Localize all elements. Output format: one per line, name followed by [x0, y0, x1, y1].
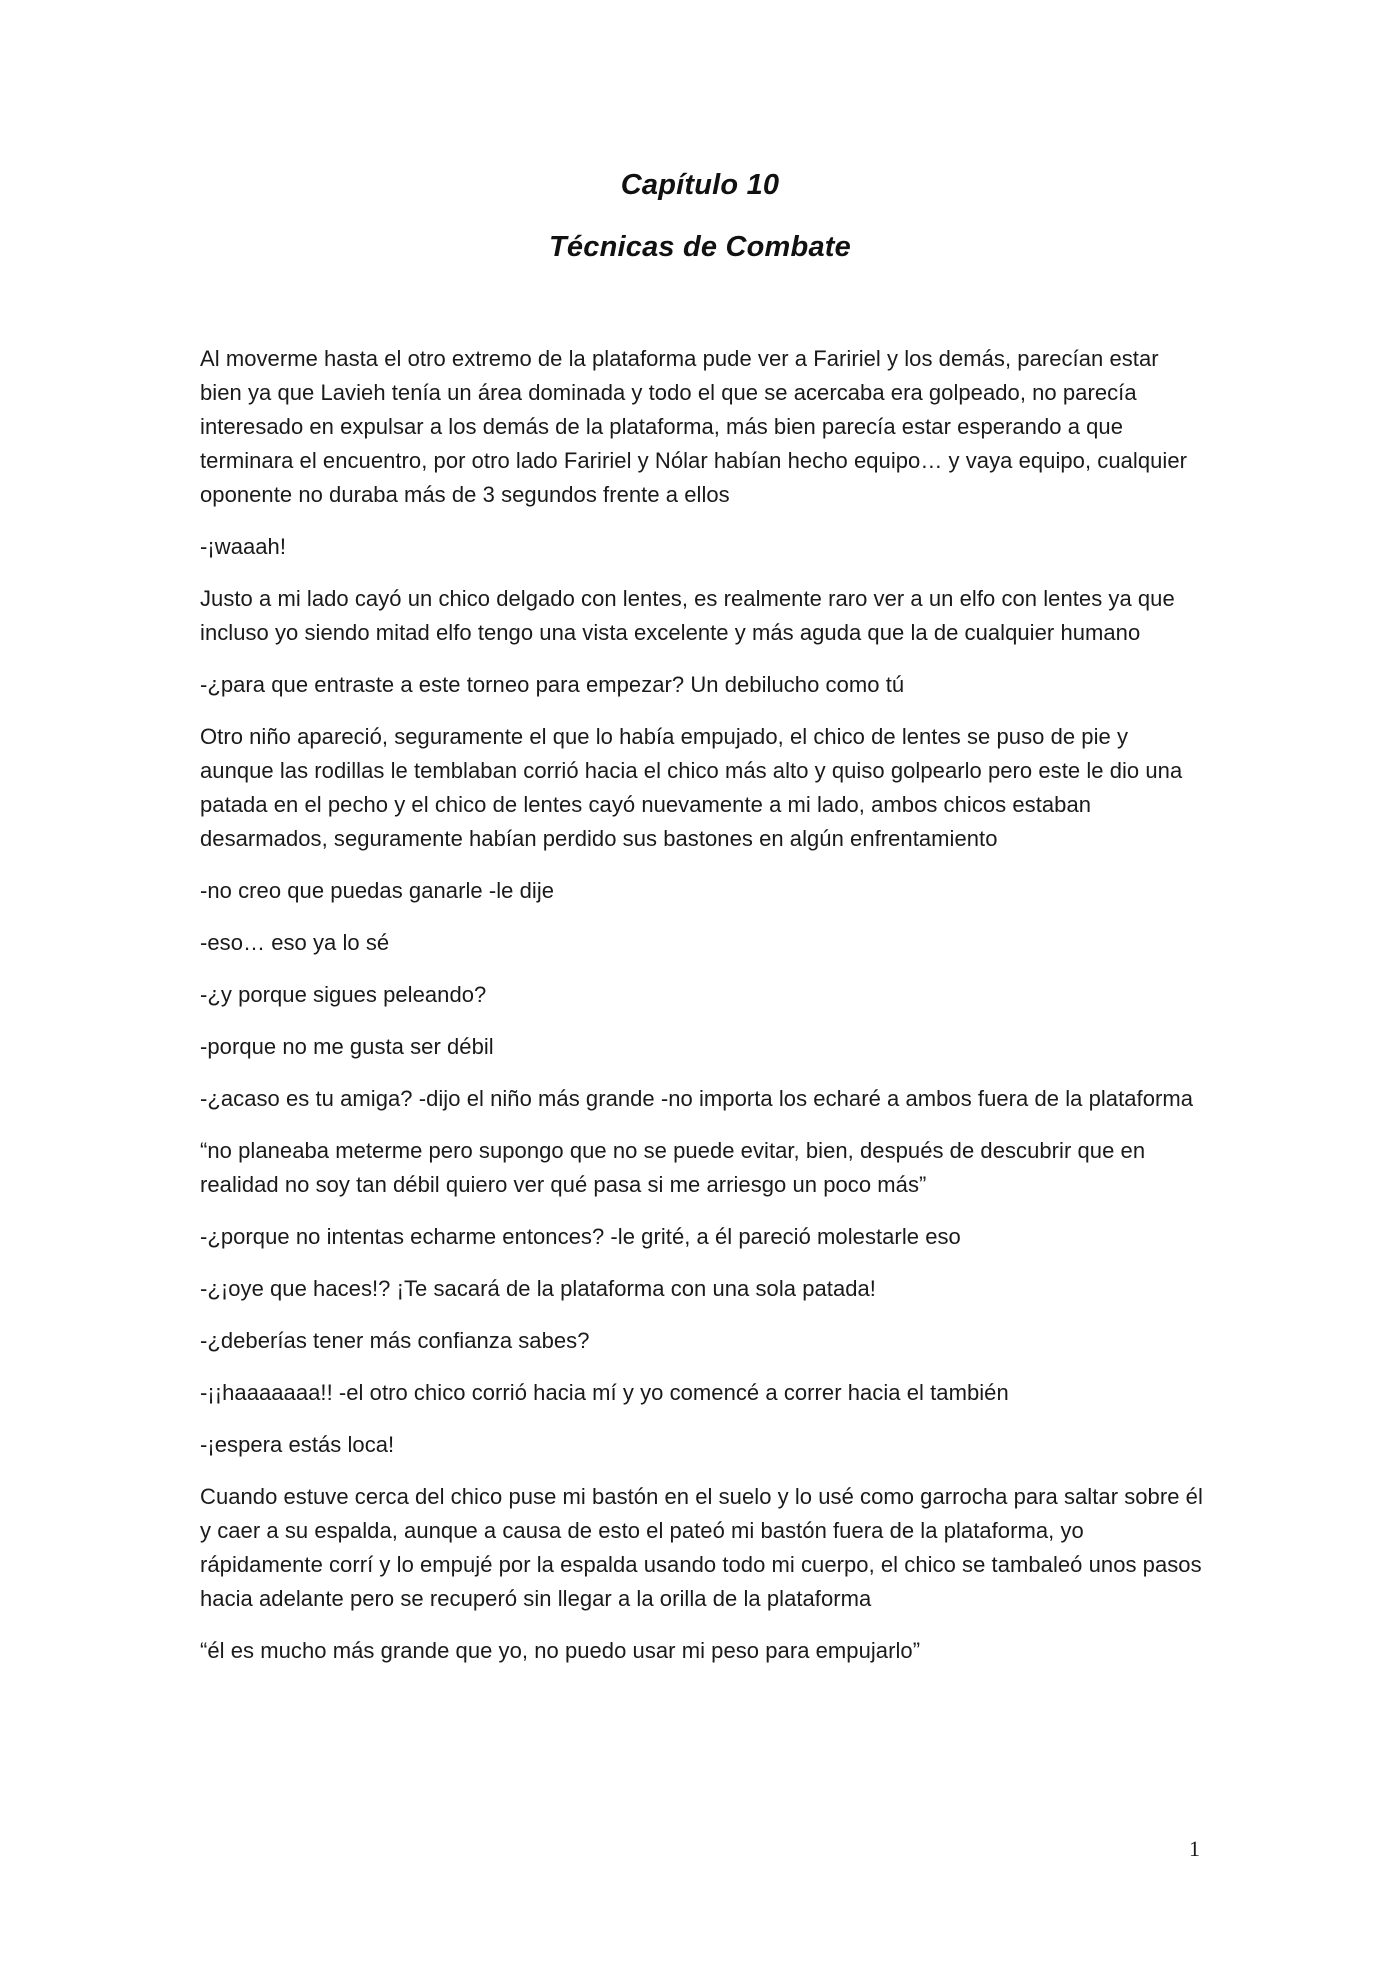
chapter-heading [0, 165, 1400, 267]
paragraph: “él es mucho más grande que yo, no puedo usar mi peso para empujarlo” [200, 1638, 921, 1663]
paragraph: -¿deberías tener más confianza sabes? [200, 1328, 590, 1353]
paragraph: -¡espera estás loca! [200, 1432, 395, 1457]
page-number: 1 [1189, 1836, 1200, 1861]
chapter-subtitle: Técnicas de Combate [549, 231, 851, 263]
paragraph: -¿y porque sigues peleando? [200, 982, 487, 1007]
paragraph: -porque no me gusta ser débil [200, 1034, 494, 1059]
paragraph: -eso… eso ya lo sé [200, 930, 390, 955]
paragraph: -¡waaah! [200, 534, 286, 559]
body-text [200, 342, 1205, 1686]
paragraph: Justo a mi lado cayó un chico delgado con lentes, es realmente raro ver a un elfo con lentes ya que incluso yo siendo mitad elfo tengo una vista excelente y más aguda que la de cualquier humano [200, 586, 1175, 645]
paragraph: -¿acaso es tu amiga? -dijo el niño más grande -no importa los echaré a ambos fuera de la plataforma [200, 1086, 1194, 1111]
paragraph: -¿porque no intentas echarme entonces? -le grité, a él pareció molestarle eso [200, 1224, 961, 1249]
paragraph: -no creo que puedas ganarle -le dije [200, 878, 555, 903]
paragraph: -¡¡haaaaaaa!! -el otro chico corrió hacia mí y yo comencé a correr hacia el también [200, 1380, 1009, 1405]
paragraph: Cuando estuve cerca del chico puse mi bastón en el suelo y lo usé como garrocha para saltar sobre él y caer a su espalda, aunque a causa de esto el pateó mi bastón fuera de la plataforma, yo rápidamente corrí y lo empujé por la espalda usando todo mi cuerpo, el chico se tambaleó unos pasos hacia adelante pero se recuperó sin llegar a la orilla de la plataforma [200, 1484, 1203, 1611]
chapter-title: Capítulo 10 [620, 169, 780, 201]
paragraph: Al moverme hasta el otro extremo de la plataforma pude ver a Faririel y los demás, parecían estar bien ya que Lavieh tenía un área dominada y todo el que se acercaba era golpeado, no parecía interesado en expulsar a los demás de la plataforma, más bien parecía estar esperando a que terminara el encuentro, por otro lado Faririel y Nólar habían hecho equipo… y vaya equipo, cualquier oponente no duraba más de 3 segundos frente a ellos [200, 346, 1188, 507]
paragraph: “no planeaba meterme pero supongo que no se puede evitar, bien, después de descubrir que en realidad no soy tan débil quiero ver qué pasa si me arriesgo un poco más” [200, 1138, 1146, 1197]
paragraph: -¿para que entraste a este torneo para empezar? Un debilucho como tú [200, 672, 905, 697]
paragraph: -¿¡oye que haces!? ¡Te sacará de la plataforma con una sola patada! [200, 1276, 876, 1301]
paragraph: Otro niño apareció, seguramente el que lo había empujado, el chico de lentes se puso de pie y aunque las rodillas le temblaban corrió hacia el chico más alto y quiso golpearlo pero este le dio una patada en el pecho y el chico de lentes cayó nuevamente a mi lado, ambos chicos estaban desarmados, seguramente habían perdido sus bastones en algún enfrentamiento [200, 724, 1183, 851]
